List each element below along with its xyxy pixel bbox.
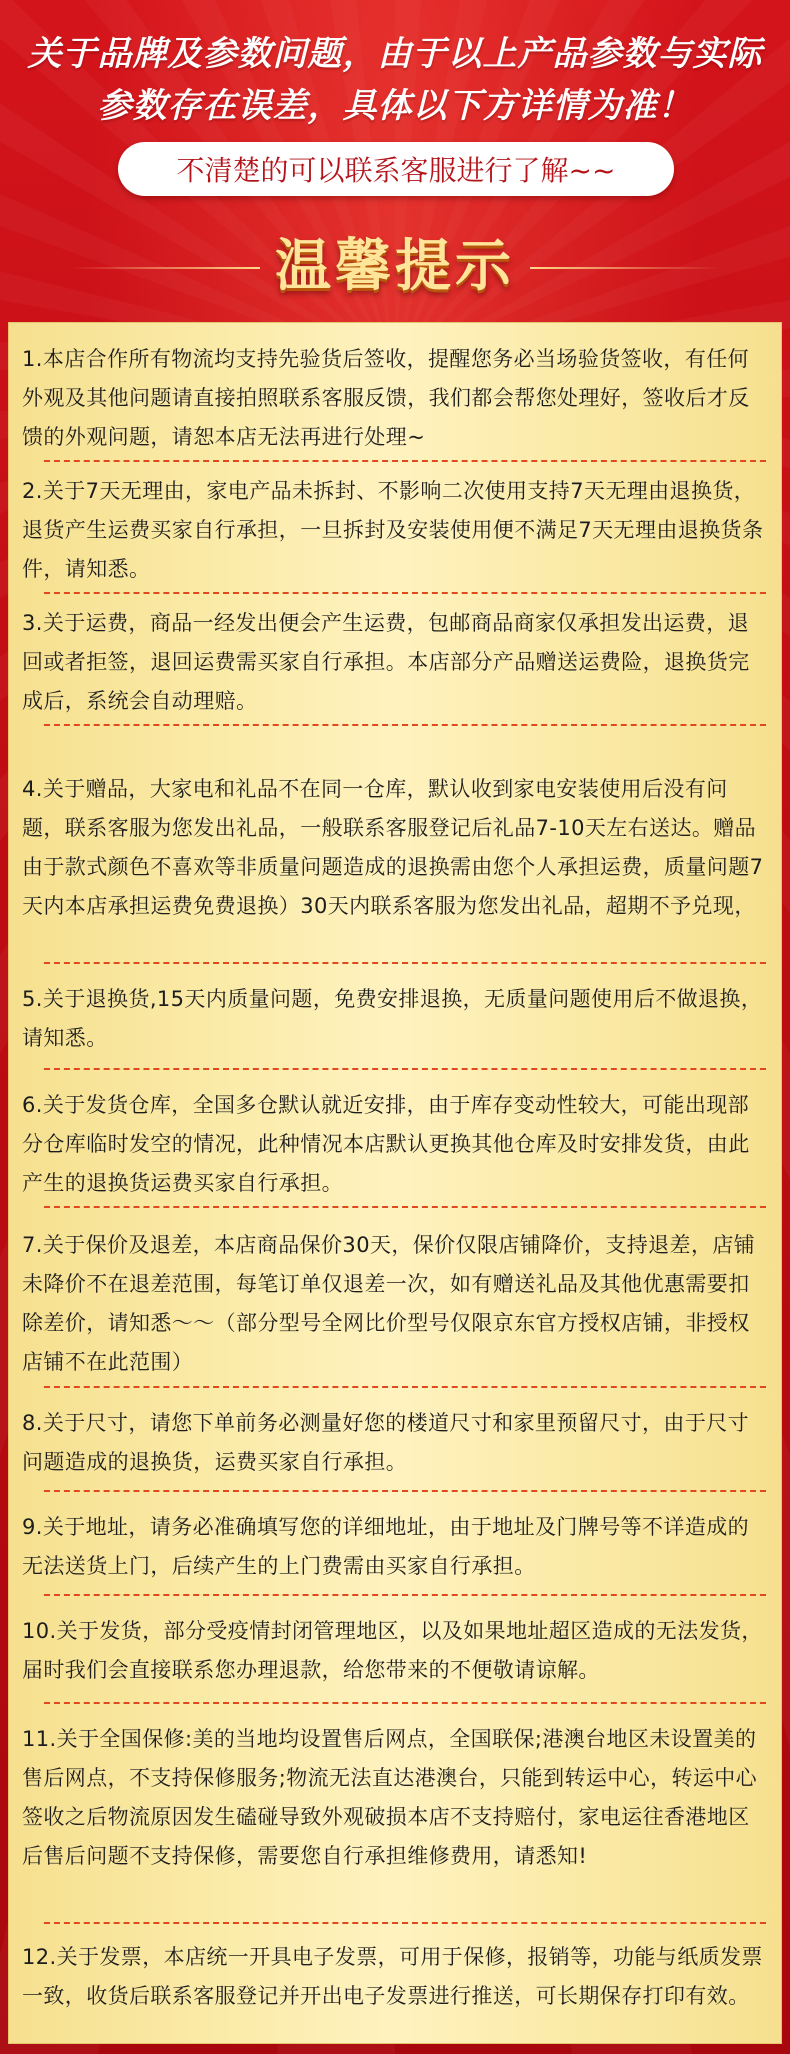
contact-service-note: 不清楚的可以联系客服进行了解~~ bbox=[118, 142, 674, 196]
notice-item: 11.关于全国保修:美的当地均设置售后网点，全国联保;港澳台地区未设置美的售后网点，不支持保修服务;物流无法直达港澳台，只能到转运中心，转运中心签收之后物流原因发生磕碰导致外观破损本店不支持赔付，家电运往香港地区后售后问题不支持保修，需要您自行承担维修费用，请悉知! bbox=[22, 1727, 758, 1868]
notice-item: 7.关于保价及退差，本店商品保价30天，保价仅限店铺降价，支持退差，店铺未降价不在退差范围，每笔订单仅退差一次，如有赠送礼品及其他优惠需要扣除差价，请知悉～～（部分型号全网比价型号仅限京东官方授权店铺，非授权店铺不在此范围） bbox=[22, 1233, 756, 1374]
notice-divider bbox=[44, 1068, 766, 1070]
notice-item: 10.关于发货，部分受疫情封闭管理地区，以及如果地址超区造成的无法发货，届时我们会直接联系您办理退款，给您带来的不便敬请谅解。 bbox=[22, 1619, 763, 1682]
header-notice bbox=[0, 28, 790, 132]
notice-divider bbox=[44, 1922, 766, 1924]
section-title: 温馨提示 bbox=[275, 234, 515, 299]
notice-item: 8.关于尺寸，请您下单前务必测量好您的楼道尺寸和家里预留尺寸，由于尺寸问题造成的退换货，运费买家自行承担。 bbox=[22, 1411, 750, 1474]
notice-divider bbox=[44, 460, 766, 462]
notice-item: 5.关于退换货,15天内质量问题，免费安排退换，无质量问题使用后不做退换，请知悉。 bbox=[22, 987, 763, 1050]
header-line-2: 参数存在误差，具体以下方详情为准！ bbox=[97, 86, 693, 126]
notice-divider bbox=[44, 724, 766, 726]
title-row bbox=[0, 232, 790, 302]
notice-panel bbox=[8, 322, 782, 2044]
notice-item: 12.关于发票，本店统一开具电子发票，可用于保修，报销等，功能与纸质发票一致，收货后联系客服登记并开出电子发票进行推送，可长期保存打印有效。 bbox=[22, 1945, 763, 2008]
notice-item: 4.关于赠品，大家电和礼品不在同一仓库，默认收到家电安装使用后没有问题，联系客服为您发出礼品，一般联系客服登记后礼品7-10天左右送达。赠品由于款式颜色不喜欢等非质量问题造成的退换需由您个人承担运费，质量问题7天内本店承担运费免费退换）30天内联系客服为您发出礼品，超期不予兑现， bbox=[22, 777, 764, 918]
notice-divider bbox=[44, 962, 766, 964]
title-divider-right bbox=[530, 267, 720, 269]
header-line-1: 关于品牌及参数问题，由于以上产品参数与实际 bbox=[27, 34, 763, 74]
notice-item: 6.关于发货仓库，全国多仓默认就近安排，由于库存变动性较大，可能出现部分仓库临时发空的情况，此种情况本店默认更换其他仓库及时安排发货，由此产生的退换货运费买家自行承担。 bbox=[22, 1093, 750, 1195]
notice-divider bbox=[44, 1594, 766, 1596]
notice-item: 1.本店合作所有物流均支持先验货后签收，提醒您务必当场验货签收，有任何外观及其他问题请直接拍照联系客服反馈，我们都会帮您处理好，签收后才反馈的外观问题，请恕本店无法再进行处理~ bbox=[22, 347, 750, 449]
notice-item: 3.关于运费，商品一经发出便会产生运费，包邮商品商家仅承担发出运费，退回或者拒签，退回运费需买家自行承担。本店部分产品赠送运费险，退换货完成后，系统会自动理赔。 bbox=[22, 611, 750, 713]
notice-divider bbox=[44, 1702, 766, 1704]
notice-item: 2.关于7天无理由，家电产品未拆封、不影响二次使用支持7天无理由退换货，退货产生运费买家自行承担，一旦拆封及安装使用便不满足7天无理由退换货条件，请知悉。 bbox=[22, 479, 764, 581]
notice-divider bbox=[44, 592, 766, 594]
notice-divider bbox=[44, 1386, 766, 1388]
notice-item: 9.关于地址，请务必准确填写您的详细地址，由于地址及门牌号等不详造成的无法送货上门，后续产生的上门费需由买家自行承担。 bbox=[22, 1515, 750, 1578]
notice-divider bbox=[44, 1490, 766, 1492]
notice-divider bbox=[44, 1206, 766, 1208]
